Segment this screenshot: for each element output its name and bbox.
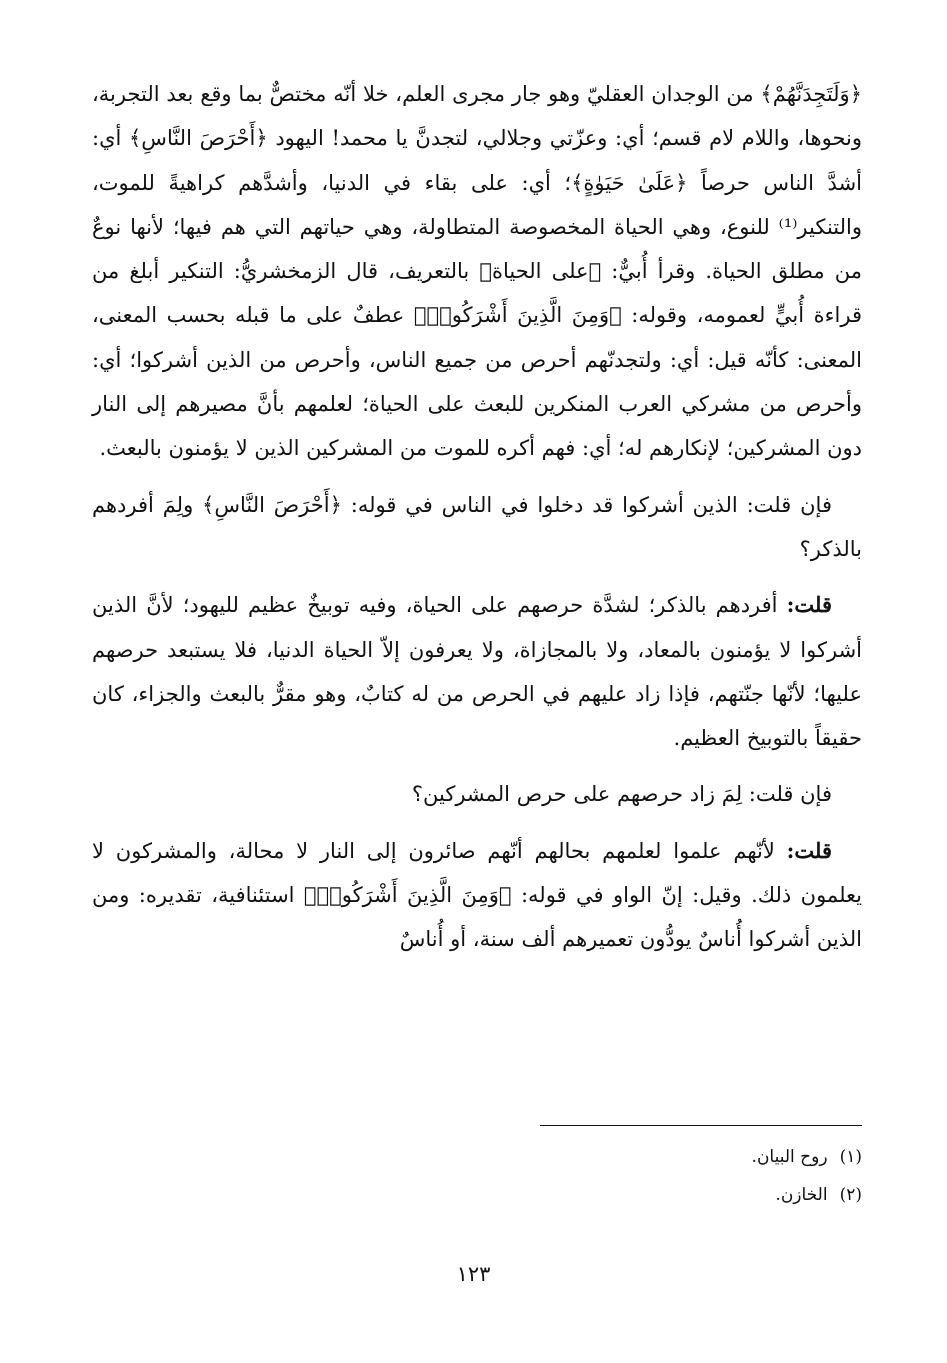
paragraph-4-text: فإن قلت: لِمَ زاد حرصهم على حرص المشركين؟ bbox=[411, 782, 832, 807]
paragraph-2-question bbox=[92, 483, 862, 572]
footnote-1-text: روح البيان. bbox=[751, 1147, 828, 1167]
paragraph-1-text: ﴿وَلَتَجِدَنَّهُمْ﴾ من الوجدان العقليّ وهو جار مجرى العلم، خلا أنّه مختصٌّ بما وقع بعد التجربة، ونحوها، واللام لام قسم؛ أي: وعزّتي وجلالي، لتجدنَّ يا محمد! اليهود ﴿أَحْرَصَ النَّاسِ﴾ أي: أشدَّ الناس حرصاً ﴿عَلَىٰ حَيَوٰةٍ﴾؛ أي: على بقاء في الدنيا، وأشدَّهم كراهيةً للموت، والتنكير⁽¹⁾ للنوع، وهي الحياة المخصوصة المتطاولة، وهي حياتهم التي هم فيها؛ لأنها نوعٌ من مطلق الحياة. وقرأ أُبيٌّ: ﴿على الحياة﴾ بالتعريف، قال الزمخشريُّ: التنكير أبلغ من قراءة أُبيٍّ لعمومه، وقوله: ﴿وَمِنَ الَّذِينَ أَشْرَكُوا۟﴾ عطفٌ على ما قبله بحسب المعنى، المعنى: كأنّه قيل: أي: ولتجدنّهم أحرص من جميع الناس، وأحرص من الذين أشركوا؛ أي: وأحرص من مشركي العرب المنكرين للبعث على الحياة؛ لعلمهم بأنَّ مصيرهم إلى النار دون المشركين؛ لإنكارهم له؛ أي: فهم أكره للموت من المشركين الذين لا يؤمنون بالبعث. bbox=[92, 82, 862, 461]
footnote-1 bbox=[540, 1145, 862, 1169]
paragraph-4-question bbox=[92, 772, 862, 816]
footnote-divider bbox=[540, 1125, 862, 1126]
paragraph-5-lead: قلت: bbox=[786, 837, 832, 863]
paragraph-1 bbox=[92, 72, 862, 471]
paragraph-5-answer bbox=[92, 829, 862, 962]
paragraph-3-text: أفردهم بالذكر؛ لشدَّة حرصهم على الحياة، وفيه توبيخٌ عظيم لليهود؛ لأنَّ الذين أشركوا لا يؤمنون بالمعاد، ولا بالمجازاة، ولا يعرفون إلاّ الحياة الدنيا، فلا يستبعد حرصهم عليها؛ لأنّها جنّتهم، فإذا زاد عليهم في الحرص من له كتابٌ، وهو مقرٌّ بالبعث والجزاء، كان حقيقاً بالتوبيخ العظيم. bbox=[92, 593, 862, 751]
paragraph-5-text: لأنّهم علموا لعلمهم بحالهم أنّهم صائرون إلى النار لا محالة، والمشركون لا يعلمون ذلك. وقيل: إنّ الواو في قوله: ﴿وَمِنَ الَّذِينَ أَشْرَكُوا۟﴾ استئنافية، تقديره: ومن الذين أشركوا أُناسٌ يودُّون تعميرهم ألف سنة، أو أُناسٌ bbox=[92, 838, 862, 952]
footnotes bbox=[540, 1145, 862, 1221]
footnote-2-number: (٢) bbox=[839, 1185, 862, 1205]
footnote-1-number: (١) bbox=[839, 1147, 862, 1167]
paragraph-2-text: فإن قلت: الذين أشركوا قد دخلوا في الناس في قوله: ﴿أَحْرَصَ النَّاسِ﴾ ولِمَ أفردهم بالذكر؟ bbox=[92, 492, 862, 561]
main-text bbox=[92, 72, 862, 962]
footnote-2-text: الخازن. bbox=[775, 1185, 828, 1205]
footnote-2 bbox=[540, 1183, 862, 1207]
page-number: ١٢٣ bbox=[456, 1262, 491, 1286]
paragraph-3-lead: قلت: bbox=[786, 592, 832, 618]
paragraph-3-answer bbox=[92, 583, 862, 760]
